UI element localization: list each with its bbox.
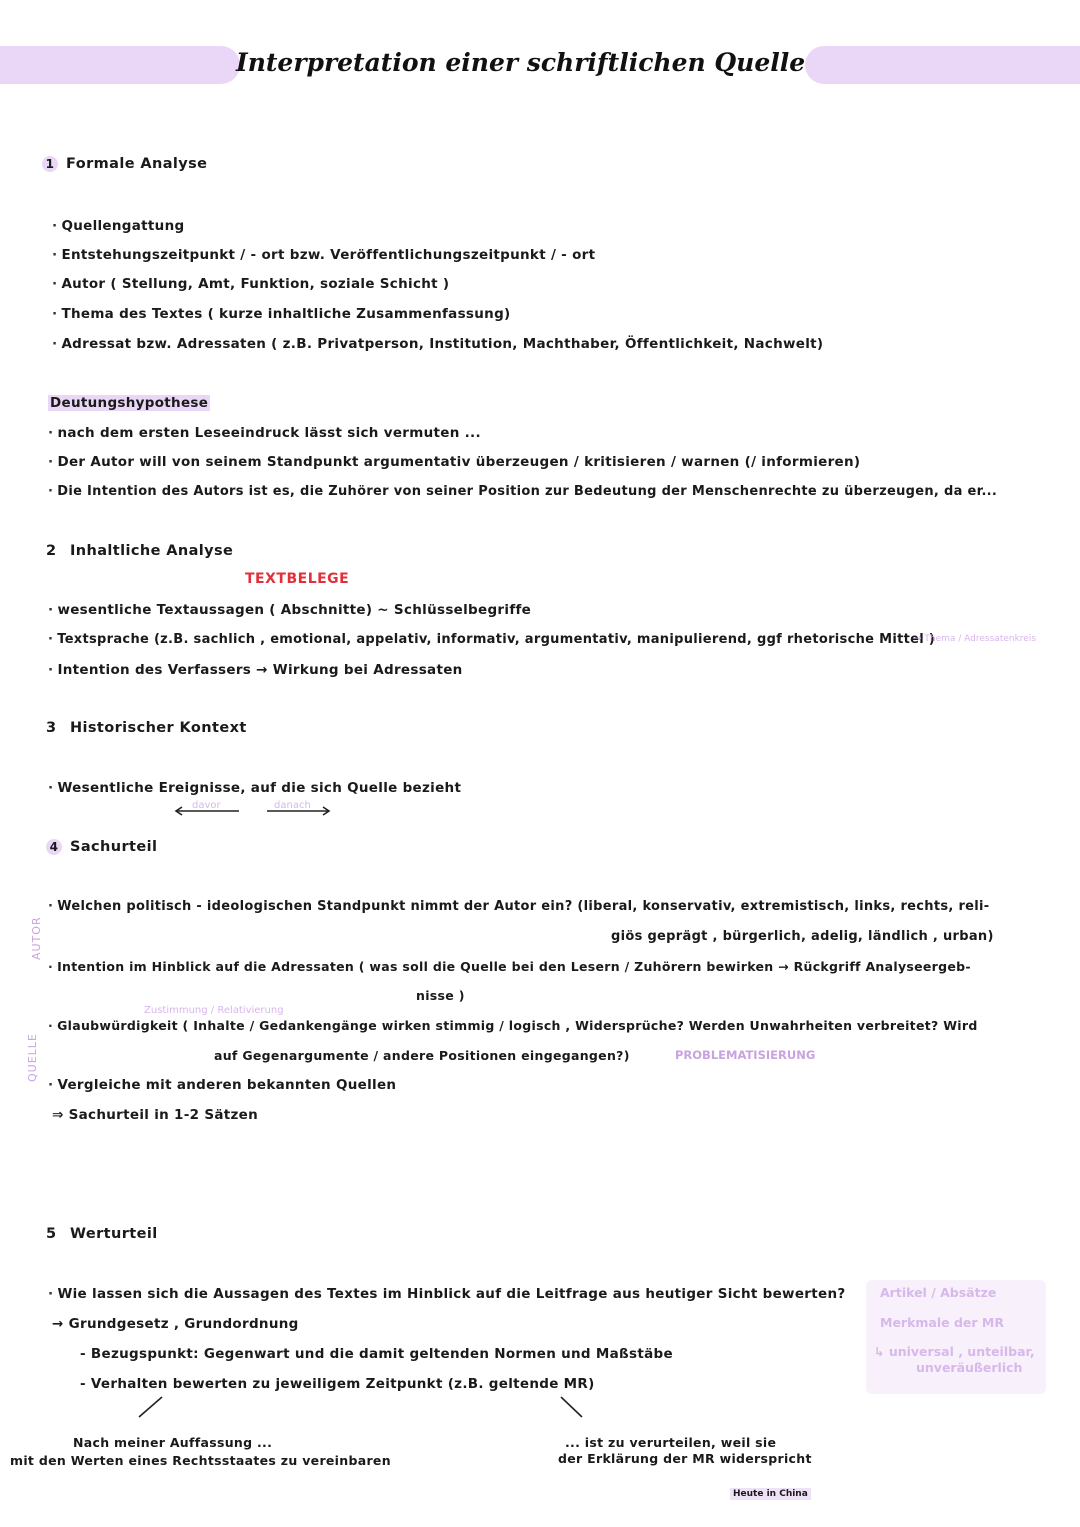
list-item: · Die Intention des Autors ist es, die Zuhörer von seiner Position zur Bedeutung der Menschenrechte zu überzeugen, da er... xyxy=(48,484,998,499)
heute-in-china-label: Heute in China xyxy=(730,1488,811,1500)
title-band-left xyxy=(0,46,240,84)
list-item: · Intention im Hinblick auf die Adressaten ( was soll die Quelle bei den Lesern / Zuhörern bewirken → Rückgriff Analyseergeb- xyxy=(48,959,971,974)
list-item-continuation: nisse ) xyxy=(416,988,465,1003)
section-2-title: Inhaltliche Analyse xyxy=(70,543,234,559)
section-4-number: 4 xyxy=(46,839,62,855)
side-note-unveraeusserlich: unveräußerlich xyxy=(916,1360,1023,1375)
section-5-title: Werturteil xyxy=(70,1226,158,1242)
opinion-left-a: Nach meiner Auffassung ... xyxy=(73,1435,273,1450)
list-item: · Vergleiche mit anderen bekannten Quellen xyxy=(48,1077,397,1093)
after-label: danach xyxy=(274,800,311,811)
title-band-right xyxy=(805,46,1080,84)
section-5-number: 5 xyxy=(46,1226,57,1242)
list-item: · Quellengattung xyxy=(52,218,185,234)
side-note-merkmale: Merkmale der MR xyxy=(880,1315,1004,1330)
arrow-right-icon xyxy=(265,806,335,816)
textbelege-label: TEXTBELEGE xyxy=(245,571,350,587)
page-title: Interpretation einer schriftlichen Quelle xyxy=(236,48,806,77)
section-4-title: Sachurteil xyxy=(70,839,158,855)
section-1-number: 1 xyxy=(42,156,58,172)
hypothesis-heading: Deutungshypothese xyxy=(50,395,209,411)
side-note-universal: ↳ universal , unteilbar, xyxy=(874,1344,1035,1359)
list-item-continuation: giös geprägt , bürgerlich, adelig, ländlich , urban) xyxy=(611,929,994,944)
sub-item-verhalten: - Verhalten bewerten zu jeweiligem Zeitpunkt (z.B. geltende MR) xyxy=(80,1376,595,1392)
branch-line-right xyxy=(558,1395,588,1419)
side-note-artikel: Artikel / Absätze xyxy=(880,1285,997,1300)
section-1-heading xyxy=(42,156,207,172)
list-item: · Autor ( Stellung, Amt, Funktion, soziale Schicht ) xyxy=(52,276,450,292)
section-3-heading xyxy=(46,720,247,736)
list-item: · Wesentliche Ereignisse, auf die sich Quelle bezieht xyxy=(48,780,462,796)
list-item: · wesentliche Textaussagen ( Abschnitte) ~ Schlüsselbegriffe xyxy=(48,602,532,618)
opinion-left-b: mit den Werten eines Rechtsstaates zu vereinbaren xyxy=(10,1453,391,1468)
list-item: · Glaubwürdigkeit ( Inhalte / Gedankengänge wirken stimmig / logisch , Widersprüche? Werden Unwahrheiten verbreitet? Wird xyxy=(48,1018,978,1033)
werturteil-question: · Wie lassen sich die Aussagen des Textes im Hinblick auf die Leitfrage aus heutiger Sicht bewerten? xyxy=(48,1286,846,1302)
list-item: · Intention des Verfassers → Wirkung bei Adressaten xyxy=(48,662,463,678)
branch-line-left xyxy=(136,1395,166,1419)
opinion-right-b: der Erklärung der MR widerspricht xyxy=(558,1451,812,1466)
section-2-heading xyxy=(46,543,233,559)
side-label-autor: AUTOR xyxy=(30,916,43,960)
list-item: · Thema des Textes ( kurze inhaltliche Zusammenfassung) xyxy=(52,306,511,322)
sachurteil-conclusion: ⇒ Sachurteil in 1-2 Sätzen xyxy=(52,1107,259,1123)
grundgesetz-line: → Grundgesetz , Grundordnung xyxy=(52,1316,299,1332)
problematisierung-label: PROBLEMATISIERUNG xyxy=(675,1048,816,1062)
section-1-title: Formale Analyse xyxy=(66,156,208,172)
before-label: davor xyxy=(192,800,221,811)
side-label-quelle: QUELLE xyxy=(26,1033,39,1082)
sub-item-bezugspunkt: - Bezugspunkt: Gegenwart und die damit geltenden Normen und Maßstäbe xyxy=(80,1346,673,1362)
section-3-number: 3 xyxy=(46,720,57,736)
section-3-title: Historischer Kontext xyxy=(70,720,247,736)
list-item: · Welchen politisch - ideologischen Standpunkt nimmt der Autor ein? (liberal, konservativ, extremistisch, links, rechts, reli- xyxy=(48,899,990,914)
arrow-left-icon xyxy=(174,806,244,816)
side-note-thema: → Thema / Adressatenkreis xyxy=(914,634,1037,644)
list-item: · Adressat bzw. Adressaten ( z.B. Privatperson, Institution, Machthaber, Öffentlichkeit, Nachwelt) xyxy=(52,336,824,352)
opinion-right-a: ... ist zu verurteilen, weil sie xyxy=(565,1435,777,1450)
section-4-heading xyxy=(46,839,157,855)
section-2-number: 2 xyxy=(46,543,57,559)
list-item: · Textsprache (z.B. sachlich , emotional, appelativ, informativ, argumentativ, manipulierend, ggf rhetorische Mittel ) xyxy=(48,632,936,647)
list-item: · Entstehungszeitpunkt / - ort bzw. Veröffentlichungszeitpunkt / - ort xyxy=(52,247,596,263)
list-item: · nach dem ersten Leseeindruck lässt sich vermuten ... xyxy=(48,425,481,441)
list-item: · Der Autor will von seinem Standpunkt argumentativ überzeugen / kritisieren / warnen (/ informieren) xyxy=(48,454,861,470)
note-zustimmung: Zustimmung / Relativierung xyxy=(144,1005,284,1016)
list-item-continuation: auf Gegenargumente / andere Positionen eingegangen?) xyxy=(214,1048,630,1063)
section-5-heading xyxy=(46,1226,158,1242)
